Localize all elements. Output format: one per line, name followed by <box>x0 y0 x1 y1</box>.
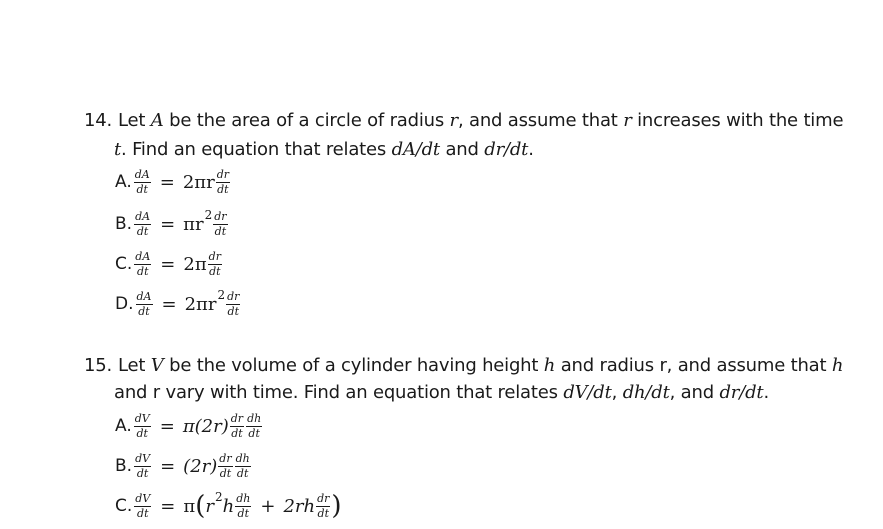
q14-line-1 <box>84 108 843 134</box>
fraction-rhs: $\frac{dr}{dt}$ <box>214 209 227 238</box>
q14-number: 14. <box>84 110 113 131</box>
q15-line-1 <box>84 353 843 379</box>
fraction-rhs: $\frac{dr}{dt}$ <box>208 249 221 278</box>
fraction-lhs: $\frac{dV}{dt}$ <box>134 411 150 440</box>
fraction-lhs: $\frac{dA}{dt}$ <box>135 209 151 238</box>
q15-option-c[interactable] <box>115 488 342 524</box>
q15-var-h: h <box>543 355 556 376</box>
q14-dAdt: dA/dt <box>391 139 440 160</box>
fraction-rhs: $\frac{dr}{dt}$ <box>227 289 240 318</box>
option-expression: π(2r) <box>182 415 229 437</box>
q15-text: be the volume of a cylinder having height <box>163 355 544 376</box>
q14-text: . <box>528 139 534 160</box>
q14-var-r: r <box>449 110 458 131</box>
fraction-2: $\frac{dh}{dt}$ <box>247 411 262 440</box>
option-label: C. <box>115 254 133 274</box>
equals-sign: = <box>159 171 175 193</box>
option-label: A. <box>115 416 132 436</box>
equals-sign: = <box>160 253 176 275</box>
fraction-2: $\frac{dh}{dt}$ <box>235 451 250 480</box>
fraction-lhs: $\frac{dA}{dt}$ <box>135 249 151 278</box>
option-label: B. <box>115 214 133 234</box>
option-label: B. <box>115 456 133 476</box>
q15-text: and radius r, and assume that <box>555 355 832 376</box>
q14-option-c[interactable] <box>115 246 223 282</box>
q14-text: and <box>439 139 485 160</box>
q15-option-b[interactable] <box>115 448 252 484</box>
fraction-2: $\frac{dr}{dt}$ <box>317 491 330 520</box>
option-expression: πr 2 <box>183 208 213 235</box>
q14-text: Let <box>118 110 151 131</box>
q15-var-V: V <box>150 355 164 376</box>
q15-text: and r vary with time. Find an equation that relates <box>114 382 564 403</box>
equals-sign: = <box>160 495 176 517</box>
equals-sign: = <box>160 213 176 235</box>
option-expression: ) <box>331 491 342 521</box>
equals-sign: = <box>161 293 177 315</box>
q14-text: , and assume that <box>457 110 624 131</box>
q14-var-A: A <box>150 110 164 131</box>
fraction-rhs: $\frac{dr}{dt}$ <box>216 167 230 196</box>
fraction-lhs: $\frac{dV}{dt}$ <box>135 491 151 520</box>
fraction-lhs: $\frac{dA}{dt}$ <box>136 289 152 318</box>
q14-text: . Find an equation that relates <box>121 139 392 160</box>
q15-text: , and <box>669 382 720 403</box>
q15-number: 15. <box>84 355 113 376</box>
option-label: D. <box>115 294 134 314</box>
q15-line-2 <box>114 380 769 406</box>
q14-line-2 <box>114 137 534 163</box>
q14-var-t: t <box>114 139 122 160</box>
q15-dhdt: dh/dt <box>622 382 670 403</box>
q15-option-a[interactable] <box>115 408 263 444</box>
option-label: A. <box>115 172 132 192</box>
fraction-1: $\frac{dr}{dt}$ <box>219 451 232 480</box>
q14-option-b[interactable] <box>115 206 229 242</box>
q15-var-h: h <box>831 355 844 376</box>
option-expression: 2πr <box>182 171 215 193</box>
q14-option-d[interactable] <box>115 286 241 322</box>
option-expression: 2π <box>183 253 207 275</box>
q15-text: , <box>611 382 623 403</box>
q14-var-r: r <box>623 110 632 131</box>
fraction-lhs: $\frac{dA}{dt}$ <box>134 167 150 196</box>
q15-drdt: dr/dt <box>719 382 764 403</box>
fraction-1: $\frac{dh}{dt}$ <box>236 491 251 520</box>
q15-text: Let <box>118 355 151 376</box>
q14-text: be the area of a circle of radius <box>163 110 450 131</box>
option-label: C. <box>115 496 133 516</box>
q14-drdt: dr/dt <box>484 139 529 160</box>
q15-text: . <box>763 382 769 403</box>
option-expression: 2rh <box>283 495 316 517</box>
q14-option-a[interactable] <box>115 164 231 200</box>
equals-sign: = <box>160 455 176 477</box>
option-expression: (2r) <box>183 455 218 477</box>
fraction-1: $\frac{dr}{dt}$ <box>230 411 244 440</box>
q15-dVdt: dV/dt <box>563 382 612 403</box>
option-expression: 2πr 2 <box>184 288 226 315</box>
equals-sign: = <box>159 415 175 437</box>
plus-sign: + <box>260 495 276 517</box>
fraction-lhs: $\frac{dV}{dt}$ <box>135 451 151 480</box>
q14-text: increases with the time <box>631 110 844 131</box>
option-expression: π ( r 2 h <box>183 490 235 521</box>
